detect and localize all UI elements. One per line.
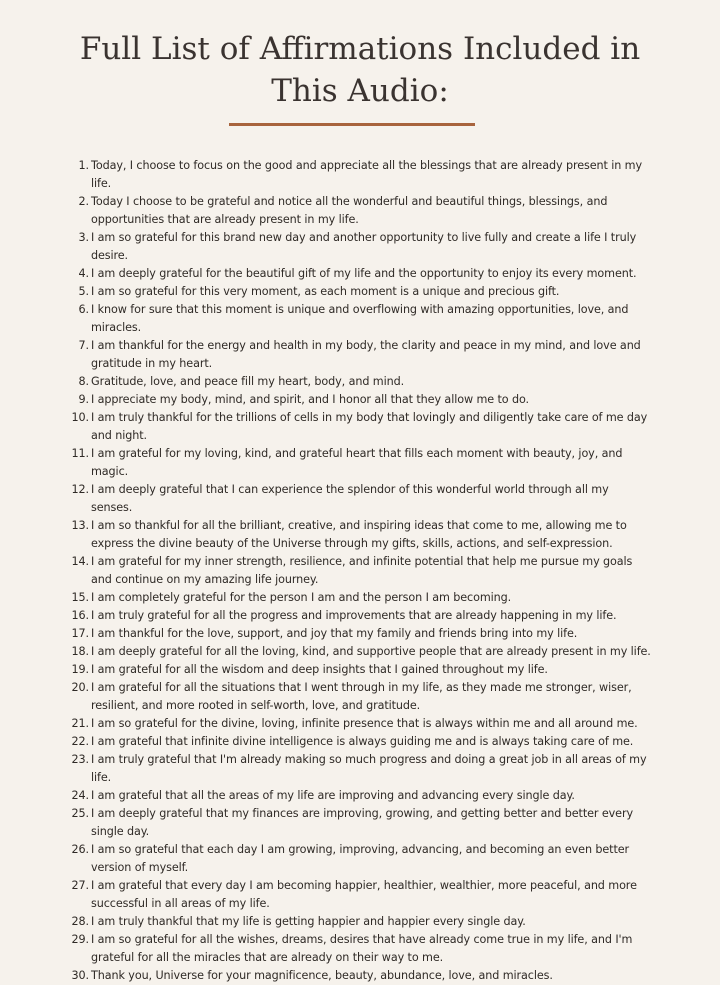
list-item-text: I am so thankful for all the brilliant, creative, and inspiring ideas that come to me, allowing me to express the divine beauty of the Universe through my gifts, skills, actions, and self-expression. bbox=[91, 519, 627, 550]
list-item-number: 15. bbox=[71, 591, 89, 604]
list-item-number: 30. bbox=[71, 969, 89, 982]
list-item-text: Thank you, Universe for your magnificence, beauty, abundance, love, and miracles. bbox=[91, 969, 553, 982]
list-item-number: 11. bbox=[71, 447, 89, 460]
list-item-text: I am deeply grateful that I can experience the splendor of this wonderful world through all my senses. bbox=[91, 483, 609, 514]
list-item-text: I am so grateful for this brand new day and another opportunity to live fully and create a life I truly desire. bbox=[91, 231, 637, 262]
list-item bbox=[71, 841, 651, 877]
list-item-text: I am so grateful for all the wishes, dreams, desires that have already come true in my life, and I'm grateful for all the miracles that are already on their way to me. bbox=[91, 933, 633, 964]
list-item-text: I am grateful for my inner strength, resilience, and infinite potential that help me pursue my goals and continue on my amazing life journey. bbox=[91, 555, 633, 586]
page-title bbox=[0, 28, 720, 112]
list-item-number: 9. bbox=[78, 393, 89, 406]
list-item bbox=[71, 589, 651, 607]
list-item bbox=[71, 913, 651, 931]
list-item-text: Gratitude, love, and peace fill my heart, body, and mind. bbox=[91, 375, 405, 388]
title-divider bbox=[229, 123, 475, 126]
list-item bbox=[71, 877, 651, 913]
list-item bbox=[71, 715, 651, 733]
list-item-number: 27. bbox=[71, 879, 89, 892]
list-item bbox=[71, 751, 651, 787]
list-item-number: 13. bbox=[71, 519, 89, 532]
list-item-number: 17. bbox=[71, 627, 89, 640]
list-item-number: 29. bbox=[71, 933, 89, 946]
list-item-number: 25. bbox=[71, 807, 89, 820]
list-item bbox=[71, 643, 651, 661]
list-item bbox=[71, 481, 651, 517]
list-item-text: I am grateful for my loving, kind, and grateful heart that fills each moment with beauty, joy, and magic. bbox=[91, 447, 623, 478]
list-item-number: 22. bbox=[71, 735, 89, 748]
list-item-text: I am deeply grateful for the beautiful gift of my life and the opportunity to enjoy its every moment. bbox=[91, 267, 637, 280]
list-item-text: I am deeply grateful that my finances are improving, growing, and getting better and better every single day. bbox=[91, 807, 633, 838]
list-item-number: 5. bbox=[78, 285, 89, 298]
list-item-number: 1. bbox=[78, 159, 89, 172]
list-item-number: 6. bbox=[78, 303, 89, 316]
list-item-number: 19. bbox=[71, 663, 89, 676]
list-item bbox=[71, 733, 651, 751]
list-item-number: 26. bbox=[71, 843, 89, 856]
list-item-text: I am truly thankful for the trillions of cells in my body that lovingly and diligently take care of me day and night. bbox=[91, 411, 648, 442]
list-item-text: I am so grateful for the divine, loving, infinite presence that is always within me and all around me. bbox=[91, 717, 638, 730]
list-item-number: 2. bbox=[78, 195, 89, 208]
list-item bbox=[71, 679, 651, 715]
list-item-number: 12. bbox=[71, 483, 89, 496]
list-item-number: 10. bbox=[71, 411, 89, 424]
list-item bbox=[71, 625, 651, 643]
list-item bbox=[78, 193, 651, 229]
page-title-line-2: This Audio: bbox=[271, 73, 449, 109]
list-item bbox=[78, 373, 651, 391]
list-item-text: I appreciate my body, mind, and spirit, and I honor all that they allow me to do. bbox=[91, 393, 529, 406]
list-item-text: I am thankful for the love, support, and joy that my family and friends bring into my life. bbox=[91, 627, 578, 640]
list-item-number: 18. bbox=[71, 645, 89, 658]
list-item bbox=[78, 301, 651, 337]
list-item-text: I am completely grateful for the person I am and the person I am becoming. bbox=[91, 591, 512, 604]
list-item bbox=[78, 337, 651, 373]
list-item-text: I am so grateful that each day I am growing, improving, advancing, and becoming an even better version of myself. bbox=[91, 843, 630, 874]
list-item-text: I am truly grateful that I'm already making so much progress and doing a great job in all areas of my life. bbox=[91, 753, 647, 784]
list-item-text: I am thankful for the energy and health in my body, the clarity and peace in my mind, and love and gratitude in my heart. bbox=[91, 339, 641, 370]
list-item-number: 7. bbox=[78, 339, 89, 352]
list-item-number: 21. bbox=[71, 717, 89, 730]
list-item-number: 24. bbox=[71, 789, 89, 802]
list-item-text: I am grateful that all the areas of my life are improving and advancing every single day. bbox=[91, 789, 575, 802]
list-item bbox=[71, 931, 651, 967]
list-item-number: 28. bbox=[71, 915, 89, 928]
list-item bbox=[71, 967, 651, 985]
list-item-text: I am grateful that infinite divine intelligence is always guiding me and is always taking care of me. bbox=[91, 735, 634, 748]
list-item-number: 14. bbox=[71, 555, 89, 568]
list-item bbox=[78, 391, 651, 409]
list-item bbox=[71, 661, 651, 679]
list-item bbox=[78, 229, 651, 265]
list-item-text: Today, I choose to focus on the good and appreciate all the blessings that are already present in my life. bbox=[91, 159, 643, 190]
list-item bbox=[71, 607, 651, 625]
list-item-text: I am deeply grateful for all the loving, kind, and supportive people that are already present in my life. bbox=[91, 645, 651, 658]
list-item-text: I am so grateful for this very moment, as each moment is a unique and precious gift. bbox=[91, 285, 560, 298]
list-item bbox=[71, 445, 651, 481]
list-item bbox=[71, 517, 651, 553]
list-item bbox=[71, 787, 651, 805]
list-item-text: I am grateful for all the wisdom and deep insights that I gained throughout my life. bbox=[91, 663, 548, 676]
list-item-number: 4. bbox=[78, 267, 89, 280]
list-item-number: 23. bbox=[71, 753, 89, 766]
list-item bbox=[78, 157, 651, 193]
list-item-number: 20. bbox=[71, 681, 89, 694]
affirmation-list bbox=[71, 157, 651, 985]
list-item-text: I know for sure that this moment is unique and overflowing with amazing opportunities, love, and miracles. bbox=[91, 303, 629, 334]
list-item-number: 16. bbox=[71, 609, 89, 622]
list-item bbox=[78, 265, 651, 283]
list-item-number: 3. bbox=[78, 231, 89, 244]
list-item bbox=[71, 805, 651, 841]
list-item-text: I am truly thankful that my life is getting happier and happier every single day. bbox=[91, 915, 526, 928]
list-item bbox=[71, 553, 651, 589]
list-item-text: I am grateful that every day I am becoming happier, healthier, wealthier, more peaceful, and more successful in all areas of my life. bbox=[91, 879, 637, 910]
list-item-number: 8. bbox=[78, 375, 89, 388]
list-item-text: I am grateful for all the situations that I went through in my life, as they made me stronger, wiser, resilient, and more rooted in self-worth, love, and gratitude. bbox=[91, 681, 632, 712]
list-item-text: Today I choose to be grateful and notice all the wonderful and beautiful things, blessings, and opportunities that are already present in my life. bbox=[91, 195, 608, 226]
list-item bbox=[78, 283, 651, 301]
list-item-text: I am truly grateful for all the progress and improvements that are already happening in my life. bbox=[91, 609, 617, 622]
page-title-line-1: Full List of Affirmations Included in bbox=[79, 31, 641, 67]
list-item bbox=[71, 409, 651, 445]
